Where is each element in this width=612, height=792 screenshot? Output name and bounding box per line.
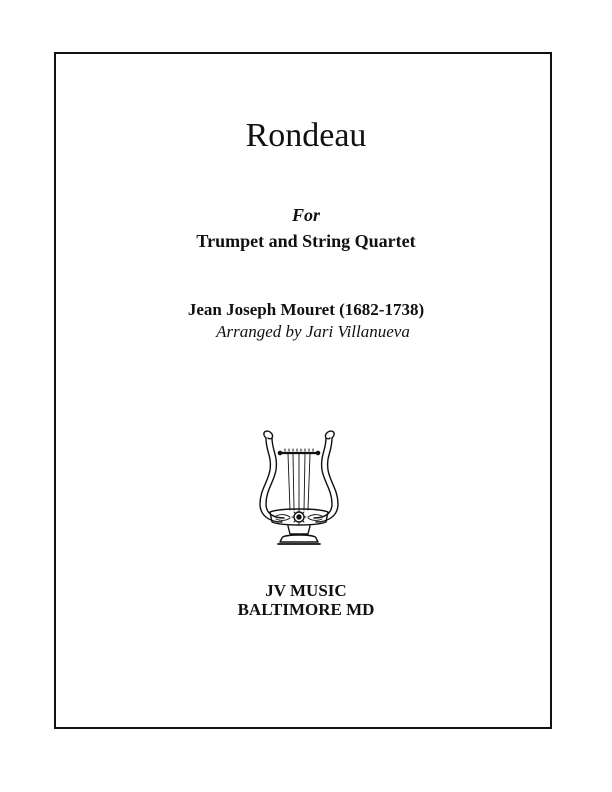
arranger: Arranged by Jari Villanueva: [216, 322, 410, 341]
for-label: For: [291, 205, 320, 225]
title: Rondeau: [245, 117, 367, 154]
lyre-icon: [252, 426, 346, 550]
publisher-city: BALTIMORE MD: [237, 600, 375, 619]
publisher-name: JV MUSIC: [265, 581, 347, 600]
instrumentation: Trumpet and String Quartet: [196, 231, 416, 251]
composer: Jean Joseph Mouret (1682-1738): [187, 300, 425, 319]
